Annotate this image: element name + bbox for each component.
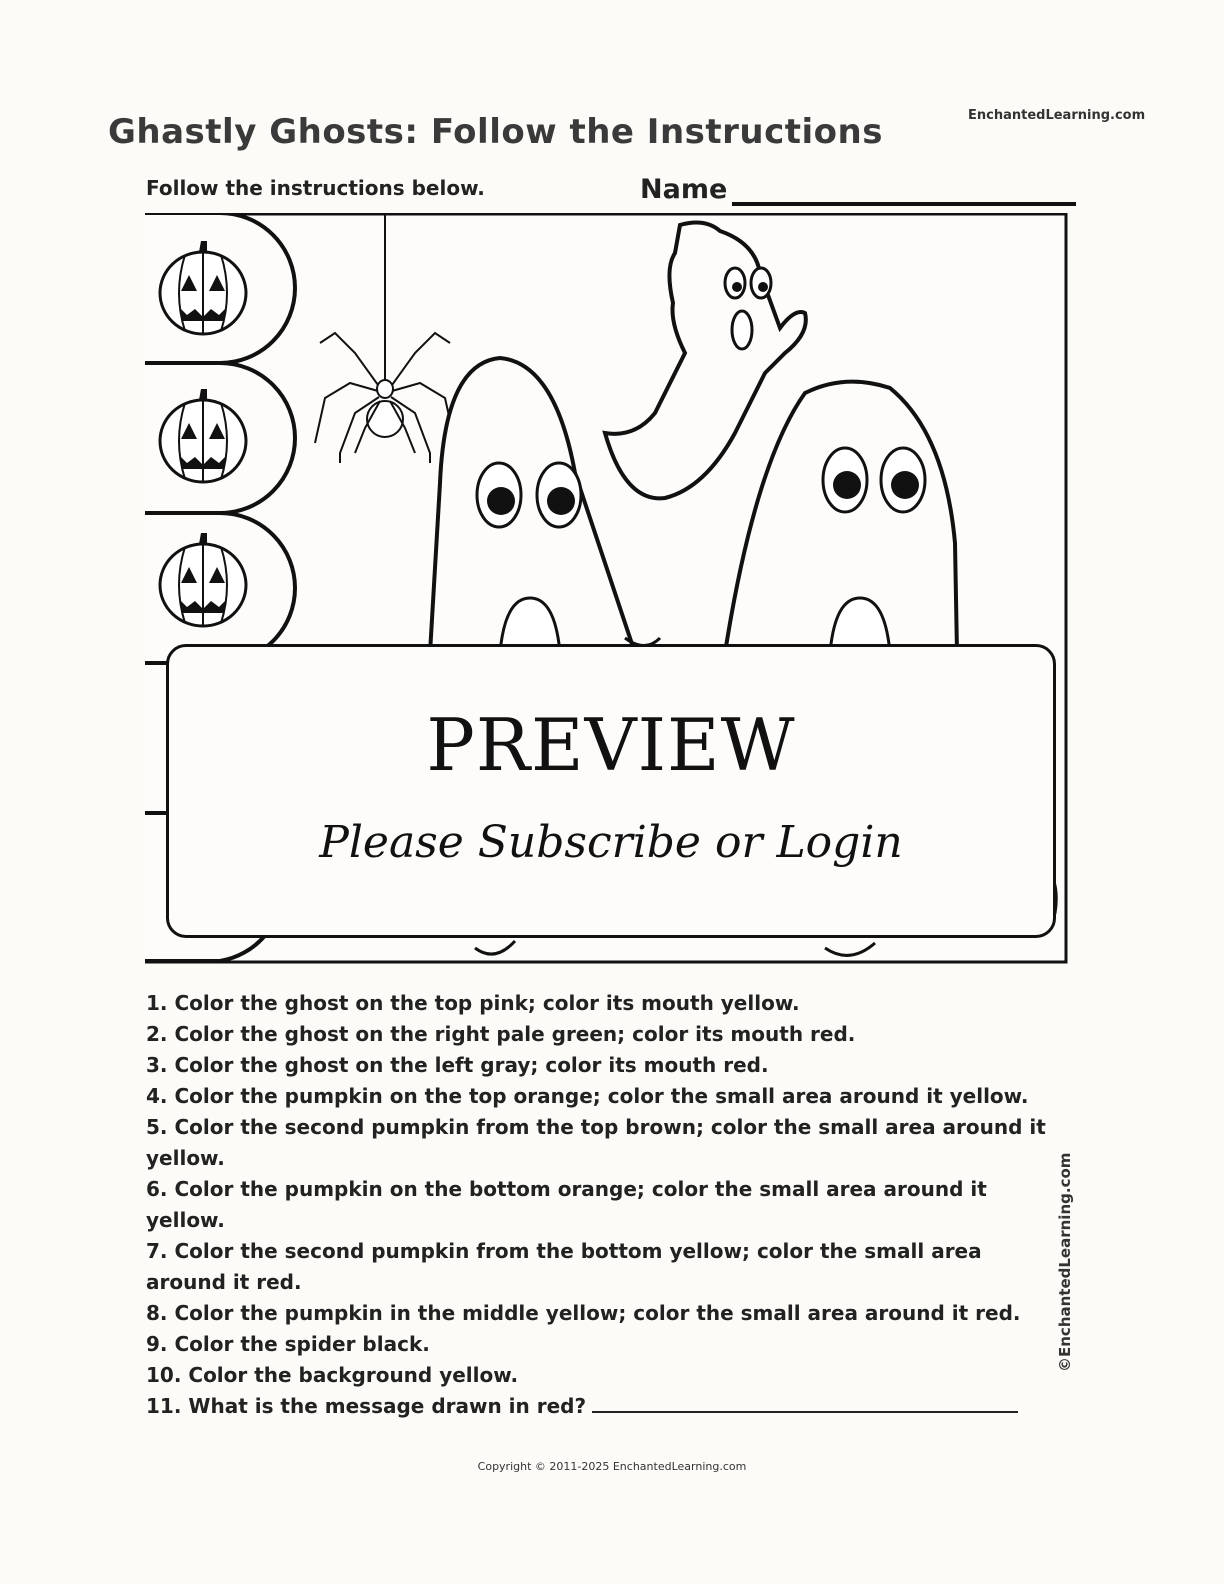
question-text: 11. What is the message drawn in red?	[146, 1394, 587, 1418]
instruction-item: 7. Color the second pumpkin from the bottom yellow; color the small area around it red.	[146, 1239, 982, 1294]
instruction-item: 5. Color the second pumpkin from the top brown; color the small area around it yellow.	[146, 1115, 1046, 1170]
instruction-item: 4. Color the pumpkin on the top orange; color the small area around it yellow.	[146, 1084, 1029, 1108]
preview-heading: PREVIEW	[426, 703, 796, 787]
instruction-item: 2. Color the ghost on the right pale green; color its mouth red.	[146, 1022, 856, 1046]
instruction-item: 10. Color the background yellow.	[146, 1363, 519, 1387]
preview-subtitle[interactable]: Please Subscribe or Login	[319, 817, 903, 868]
instruction-item: 1. Color the ghost on the top pink; color its mouth yellow.	[146, 991, 800, 1015]
copyright: Copyright © 2011-2025 EnchantedLearning.com	[477, 1460, 747, 1473]
instruction-item: 9. Color the spider black.	[146, 1332, 430, 1356]
answer-line	[592, 1393, 1018, 1413]
name-label: Name	[640, 174, 728, 205]
worksheet-instruction: Follow the instructions below.	[146, 176, 485, 200]
site-tag: EnchantedLearning.com	[968, 108, 1146, 123]
instruction-item-question	[146, 1391, 1066, 1422]
instruction-item: 3. Color the ghost on the left gray; color its mouth red.	[146, 1053, 769, 1077]
instruction-item: 6. Color the pumpkin on the bottom orange; color the small area around it yellow.	[146, 1177, 987, 1232]
preview-overlay[interactable]	[166, 644, 1056, 938]
side-credit: ©EnchantedLearning.com	[1056, 1152, 1074, 1372]
instruction-item: 8. Color the pumpkin in the middle yellow; color the small area around it red.	[146, 1301, 1021, 1325]
instruction-list	[146, 988, 1066, 1422]
page-title: Ghastly Ghosts: Follow the Instructions	[108, 112, 883, 152]
name-line	[732, 202, 1076, 206]
